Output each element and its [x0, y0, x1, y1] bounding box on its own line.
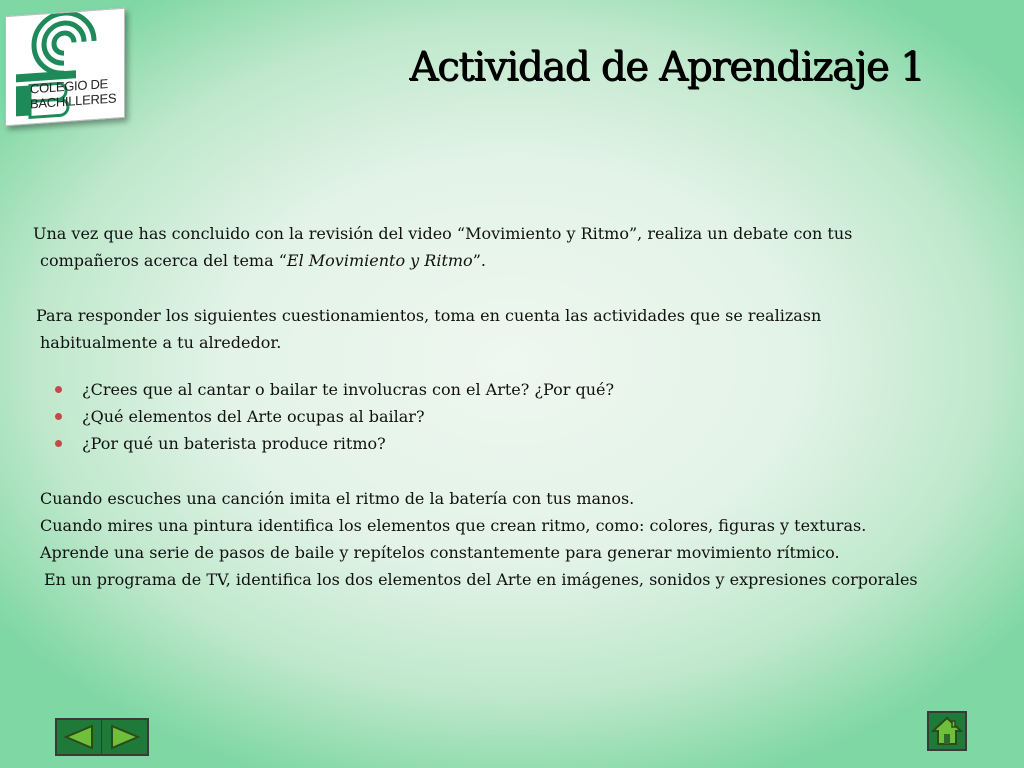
logo-text [30, 75, 122, 111]
home-icon [931, 715, 963, 747]
instructions-line-1: Para responder los siguientes cuestionamientos, toma en cuenta las actividades que se realizasn [36, 306, 822, 325]
list-item [82, 403, 993, 430]
question-list [33, 376, 993, 457]
list-item [82, 376, 993, 403]
logo-line-1: COLEGIO DE [30, 75, 108, 97]
activity-line-4: En un programa de TV, identifica los dos elementos del Arte en imágenes, sonidos y expresiones corporales [44, 570, 918, 589]
intro-topic: El Movimiento y Ritmo [286, 251, 473, 270]
question-text: ¿Crees que al cantar o bailar te involucras con el Arte? ¿Por qué? [82, 380, 615, 399]
intro-line-1: Una vez que has concluido con la revisión del video “Movimiento y Ritmo”, realiza un debate con tus [33, 224, 853, 243]
navigation-buttons [55, 718, 149, 756]
question-text: ¿Por qué un baterista produce ritmo? [82, 434, 386, 453]
slide-title: Actividad de Aprendizaje 1 [409, 44, 924, 90]
home-button[interactable] [927, 711, 967, 751]
slide-body [33, 220, 993, 593]
bullet-icon [55, 413, 62, 420]
logo-line-2: BACHILLERES [30, 90, 117, 112]
instructions-line-2: habitualmente a tu alrededor. [40, 333, 282, 352]
list-item [82, 430, 993, 457]
bullet-icon [55, 440, 62, 447]
colegio-logo [5, 8, 125, 126]
triangle-left-icon [62, 723, 96, 751]
question-text: ¿Qué elementos del Arte ocupas al bailar? [82, 407, 425, 426]
previous-button[interactable] [57, 720, 102, 754]
intro-line-2-suffix: ”. [472, 251, 486, 270]
activity-line-1: Cuando escuches una canción imita el ritmo de la batería con tus manos. [40, 489, 635, 508]
intro-line-2-prefix: compañeros acerca del tema “ [40, 251, 287, 270]
next-button[interactable] [102, 720, 147, 754]
triangle-right-icon [108, 723, 142, 751]
activity-line-2: Cuando mires una pintura identifica los elementos que crean ritmo, como: colores, figuras y texturas. [40, 516, 867, 535]
activity-line-3: Aprende una serie de pasos de baile y repítelos constantemente para generar movimiento rítmico. [40, 543, 840, 562]
intro-line-2 [33, 247, 993, 274]
bullet-icon [55, 386, 62, 393]
